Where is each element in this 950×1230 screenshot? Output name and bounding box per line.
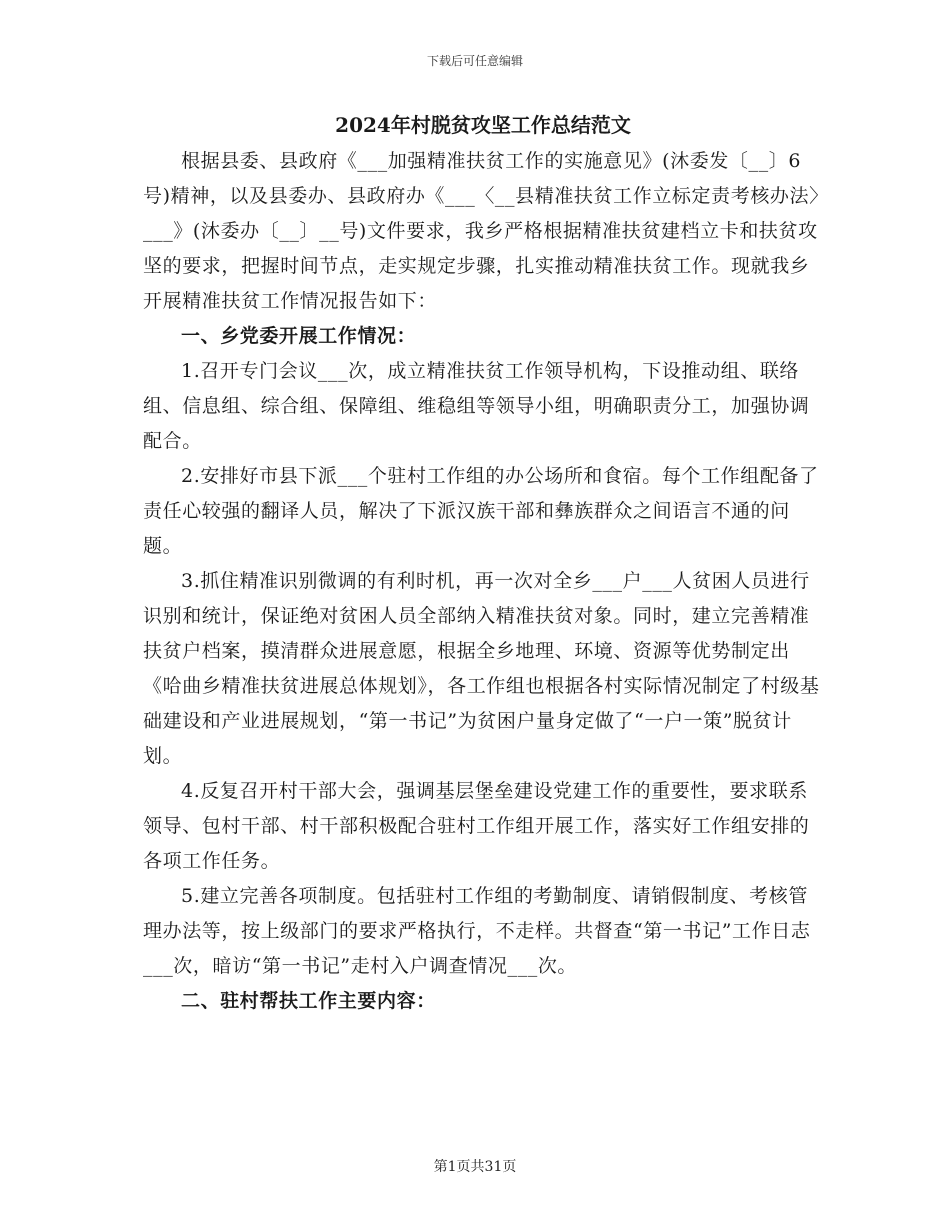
list-item: 5.建立完善各项制度。包括驻村工作组的考勤制度、请销假制度、考核管理办法等，按上级部门的要求严格执行，不走样。共督查“第一书记”工作日志___次，暗访“第一书记”走村入户调查情况___次。 <box>143 885 811 977</box>
intro-paragraph: 根据县委、县政府《___加强精准扶贫工作的实施意见》(沐委发〔__〕6号)精神，以及县委办、县政府办《___〈__县精准扶贫工作立标定责考核办法〉___》(沐委办〔__〕__号)文件要求，我乡严格根据精准扶贫建档立卡和扶贫攻坚的要求，把握时间节点，走实规定步骤，扎实推动精准扶贫工作。现就我乡开展精准扶贫工作情况报告如下： <box>143 150 820 312</box>
page-number: 第1页共31页 <box>433 1159 517 1175</box>
list-item: 2.安排好市县下派___个驻村工作组的办公场所和食宿。每个工作组配备了责任心较强的翻译人员，解决了下派汉族干部和彝族群众之间语言不通的问题。 <box>143 465 819 557</box>
page-header-note: 下载后可任意编辑 <box>426 54 523 68</box>
list-item: 4.反复召开村干部大会，强调基层堡垒建设党建工作的重要性，要求联系领导、包村干部、村干部积极配合驻村工作组开展工作，落实好工作组安排的各项工作任务。 <box>143 780 810 872</box>
document-title: 2024年村脱贫攻坚工作总结范文 <box>335 113 631 137</box>
section-2-heading: 二、驻村帮扶工作主要内容： <box>181 990 436 1012</box>
list-item: 3.抓住精准识别微调的有利时机，再一次对全乡___户___人贫困人员进行识别和统计，保证绝对贫困人员全部纳入精准扶贫对象。同时，建立完善精准扶贫户档案，摸清群众进展意愿，根据全乡地理、环境、资源等优势制定出《哈曲乡精准扶贫进展总体规划》，各工作组也根据各村实际情况制定了村级基础建设和产业进展规划，“第一书记”为贫困户量身定做了“一户一策”脱贫计划。 <box>143 570 820 767</box>
section-1-heading: 一、乡党委开展工作情况： <box>181 325 417 347</box>
document-body <box>143 110 823 1019</box>
list-item: 1.召开专门会议___次，成立精准扶贫工作领导机构，下设推动组、联络组、信息组、综合组、保障组、维稳组等领导小组，明确职责分工，加强协调配合。 <box>143 360 810 452</box>
